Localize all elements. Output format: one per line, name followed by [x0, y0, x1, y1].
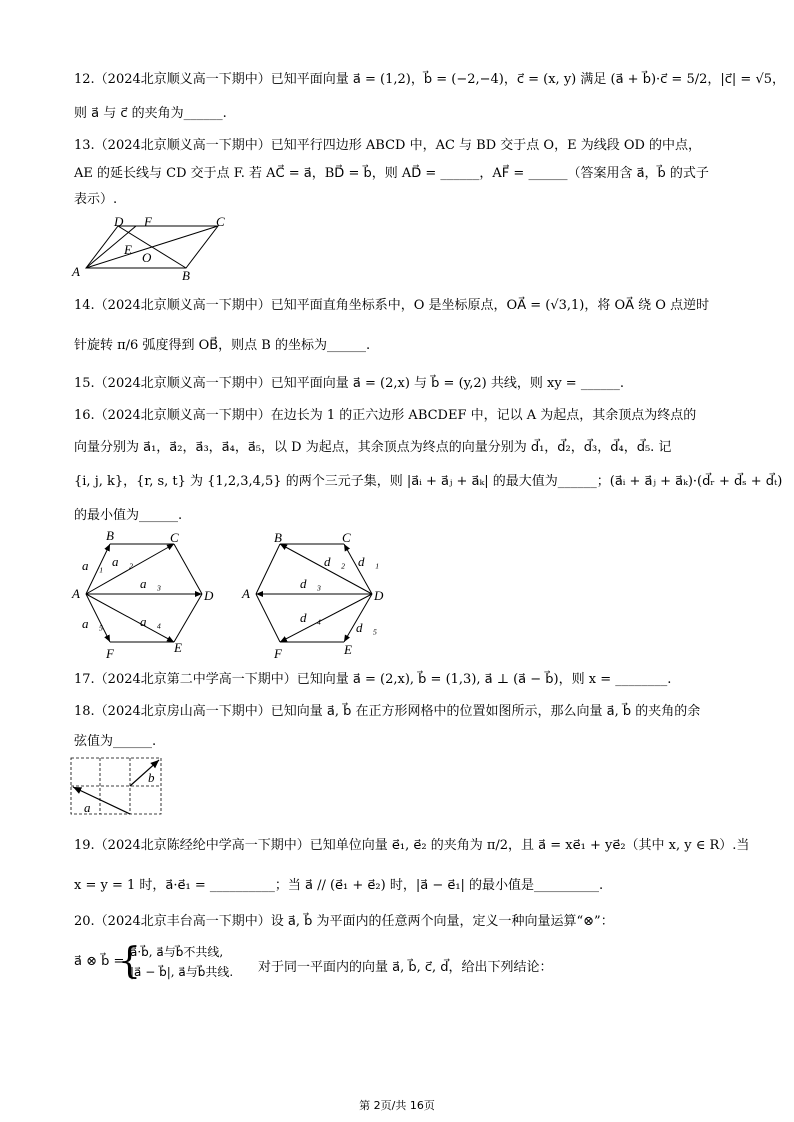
q16-line2: 向量分别为 a⃗₁，a⃗₂，a⃗₃，a⃗₄，a⃗₅，以 D 为起点，其余顶点为终点的向量分别为 d⃗₁，d⃗₂，d⃗₃，d⃗₄，d⃗₅. 记 [74, 440, 672, 455]
parallelogram-figure [70, 214, 230, 284]
page-footer: 第 2页/共 16页 [359, 1099, 435, 1112]
label-B: B [182, 268, 190, 283]
vec-d3: d⃗₃ [300, 576, 322, 591]
hexd-label-F: F [274, 646, 282, 660]
q12-line2: 则 a⃗ 与 c⃗ 的夹角为______. [74, 106, 227, 121]
hexagon-figure-d [240, 530, 390, 660]
q13-line3: 表示）. [74, 192, 118, 207]
hexa-label-C: C [170, 530, 179, 545]
hexa-label-A: A [72, 586, 80, 601]
q20-case1: a⃗·b⃗, a⃗与b⃗不共线, [130, 945, 224, 959]
q20-line1: 20.（2024北京丰台高一下期中）设 a⃗, b⃗ 为平面内的任意两个向量，定义一种向量运算“⊗”： [74, 914, 614, 929]
hexd-label-E: E [344, 642, 352, 657]
q19-line1: 19.（2024北京陈经纶中学高一下期中）已知单位向量 e⃗₁, e⃗₂ 的夹角为 π/2，且 a⃗ = xe⃗₁ + ye⃗₂（其中 x, y ∈ R）.当 [74, 838, 750, 853]
q20-tail: 对于同一平面内的向量 a⃗, b⃗, c⃗, d⃗，给出下列结论： [258, 960, 553, 975]
grid-label-b: b⃗ [148, 770, 165, 785]
q13-line1: 13.（2024北京顺义高一下期中）已知平行四边形 ABCD 中，AC 与 BD 交于点 O，E 为线段 OD 的中点， [74, 138, 702, 153]
q18-line1: 18.（2024北京房山高一下期中）已知向量 a⃗, b⃗ 在正方形网格中的位置如图所示，那么向量 a⃗, b⃗ 的夹角的余 [74, 704, 701, 719]
q18-line2: 弦值为______. [74, 734, 157, 749]
hexa-label-F: F [106, 646, 114, 660]
q12-line1: 12.（2024北京顺义高一下期中）已知平面向量 a⃗ = (1,2)，b⃗ = (−2,−4)，c⃗ = (x, y) 满足 (a⃗ + b⃗)·c⃗ = 5/2，|c⃗| = √5， [74, 72, 785, 87]
q13-line2: AE 的延长线与 CD 交于点 F. 若 AC⃗ = a⃗，BD⃗ = b⃗，则 AD⃗ = ______，AF⃗ = ______（答案用含 a⃗，b⃗ 的式子 [74, 166, 709, 181]
vec-a5: a⃗₅ [82, 616, 104, 631]
hexd-label-C: C [342, 530, 351, 545]
vec-d5: d⃗₅ [356, 620, 378, 635]
grid-figure [70, 756, 170, 820]
q19-line2: x = y = 1 时，a⃗·e⃗₁ = __________；当 a⃗ // (e⃗₁ + e⃗₂) 时，|a⃗ − e⃗₁| 的最小值是__________. [74, 878, 604, 893]
hexd-label-B: B [274, 530, 282, 545]
hexa-label-B: B [106, 530, 114, 543]
label-C: C [216, 214, 225, 229]
grid-label-a: a⃗ [84, 800, 101, 815]
q15-line1: 15.（2024北京顺义高一下期中）已知平面向量 a⃗ = (2,x) 与 b⃗ = (y,2) 共线，则 xy = ______. [74, 376, 624, 391]
q17-line1: 17.（2024北京第二中学高一下期中）已知向量 a⃗ = (2,x), b⃗ = (1,3), a⃗ ⊥ (a⃗ − b⃗)，则 x = ________. [74, 672, 672, 687]
label-A: A [72, 264, 80, 279]
vec-a2: a⃗₂ [112, 554, 134, 569]
q16-line4: 的最小值为______. [74, 508, 183, 523]
q20-brace: { [118, 941, 141, 982]
vec-d2: d⃗₂ [324, 554, 346, 569]
vec-d1: d⃗₁ [358, 554, 380, 569]
hexagon-figure-a [70, 530, 220, 660]
q20-case2: |a⃗ − b⃗|, a⃗与b⃗共线. [130, 965, 234, 979]
label-E: E [124, 242, 132, 257]
q16-line3: {i, j, k}，{r, s, t} 为 {1,2,3,4,5} 的两个三元子集，则 |a⃗ᵢ + a⃗ⱼ + a⃗ₖ| 的最大值为______；(a⃗ᵢ + a⃗ⱼ + a⃗ₖ)·(d⃗ᵣ + d⃗ₛ + d⃗ₜ) [74, 474, 783, 489]
vec-a4: a⃗₄ [140, 614, 162, 629]
hexa-label-E: E [174, 640, 182, 655]
hexa-label-D: D [204, 588, 214, 603]
hexd-label-D: D [374, 588, 384, 603]
q20-lhs: a⃗ ⊗ b⃗ = [74, 954, 125, 969]
label-F: F [144, 214, 152, 229]
q16-line1: 16.（2024北京顺义高一下期中）在边长为 1 的正六边形 ABCDEF 中，记以 A 为起点，其余顶点为终点的 [74, 408, 697, 423]
vec-a1: a⃗₁ [82, 558, 104, 573]
hexd-label-A: A [242, 586, 250, 601]
vec-a3: a⃗₃ [140, 576, 162, 591]
q14-line1: 14.（2024北京顺义高一下期中）已知平面直角坐标系中，O 是坐标原点，OA⃗ = (√3,1)，将 OA⃗ 绕 O 点逆时 [74, 298, 710, 313]
label-O: O [142, 250, 152, 265]
label-D: D [114, 214, 124, 229]
vec-d4: d⃗₄ [300, 610, 322, 625]
q14-line2: 针旋转 π/6 弧度得到 OB⃗，则点 B 的坐标为______. [74, 338, 371, 353]
